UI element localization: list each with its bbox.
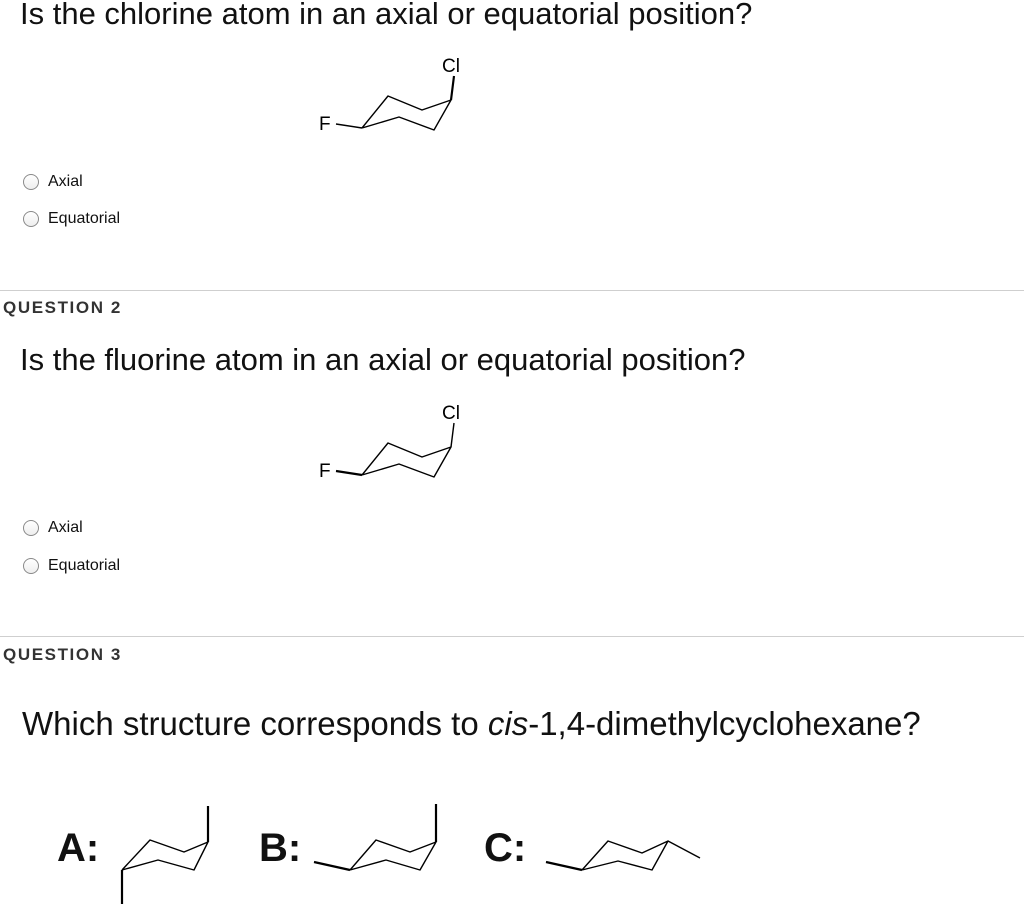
- question-3-text-cis: cis: [487, 705, 529, 742]
- f-bond: [336, 124, 362, 128]
- cyclohexane-ring: [582, 841, 668, 870]
- question-3-heading: QUESTION 3: [3, 645, 122, 664]
- q2-equatorial-label: Equatorial: [48, 557, 121, 574]
- option-a-label[interactable]: A:: [57, 826, 100, 870]
- question-2-molecule: [310, 395, 480, 490]
- q2-equatorial-radio[interactable]: [23, 558, 39, 574]
- option-c-label[interactable]: C:: [484, 826, 527, 870]
- fluorine-label: F: [319, 114, 331, 135]
- fluorine-label: F: [319, 461, 331, 482]
- question-2-text: Is the fluorine atom in an axial or equatorial position?: [20, 342, 746, 377]
- q1-axial-radio[interactable]: [23, 174, 39, 190]
- cyclohexane-ring: [122, 840, 208, 870]
- cyclohexane-ring: [362, 443, 451, 477]
- cyclohexane-ring: [350, 840, 436, 870]
- divider: [0, 636, 1024, 637]
- q1-equatorial-label: Equatorial: [48, 210, 121, 227]
- q1-equatorial-option[interactable]: [23, 210, 120, 228]
- q2-axial-radio[interactable]: [23, 520, 39, 536]
- equatorial-methyl-bond: [314, 862, 350, 870]
- option-a-structure[interactable]: [110, 800, 220, 905]
- option-b-label[interactable]: B:: [259, 826, 302, 870]
- question-2-heading: QUESTION 2: [3, 298, 122, 317]
- cyclohexane-ring: [362, 96, 451, 130]
- cl-bond: [451, 423, 454, 447]
- q2-axial-option[interactable]: [23, 519, 83, 537]
- chlorine-label: Cl: [442, 403, 460, 424]
- q1-axial-label: Axial: [48, 173, 83, 190]
- question-3-text: [22, 705, 921, 743]
- equatorial-methyl-bond-right: [668, 841, 700, 858]
- f-bond: [336, 471, 362, 475]
- equatorial-methyl-bond-left: [546, 862, 582, 870]
- q2-axial-label: Axial: [48, 519, 83, 536]
- question-1-molecule: [310, 48, 480, 143]
- cl-bond: [451, 76, 454, 100]
- option-b-structure[interactable]: [310, 800, 445, 880]
- question-3-text-start: Which structure corresponds to: [22, 705, 488, 742]
- question-1-text: Is the chlorine atom in an axial or equatorial position?: [20, 0, 753, 31]
- q1-axial-option[interactable]: [23, 173, 83, 191]
- question-3-text-end: -1,4-dimethylcyclohexane?: [528, 705, 921, 742]
- option-c-structure[interactable]: [540, 825, 705, 880]
- divider: [0, 290, 1024, 291]
- q2-equatorial-option[interactable]: [23, 557, 120, 575]
- chlorine-label: Cl: [442, 56, 460, 77]
- q1-equatorial-radio[interactable]: [23, 211, 39, 227]
